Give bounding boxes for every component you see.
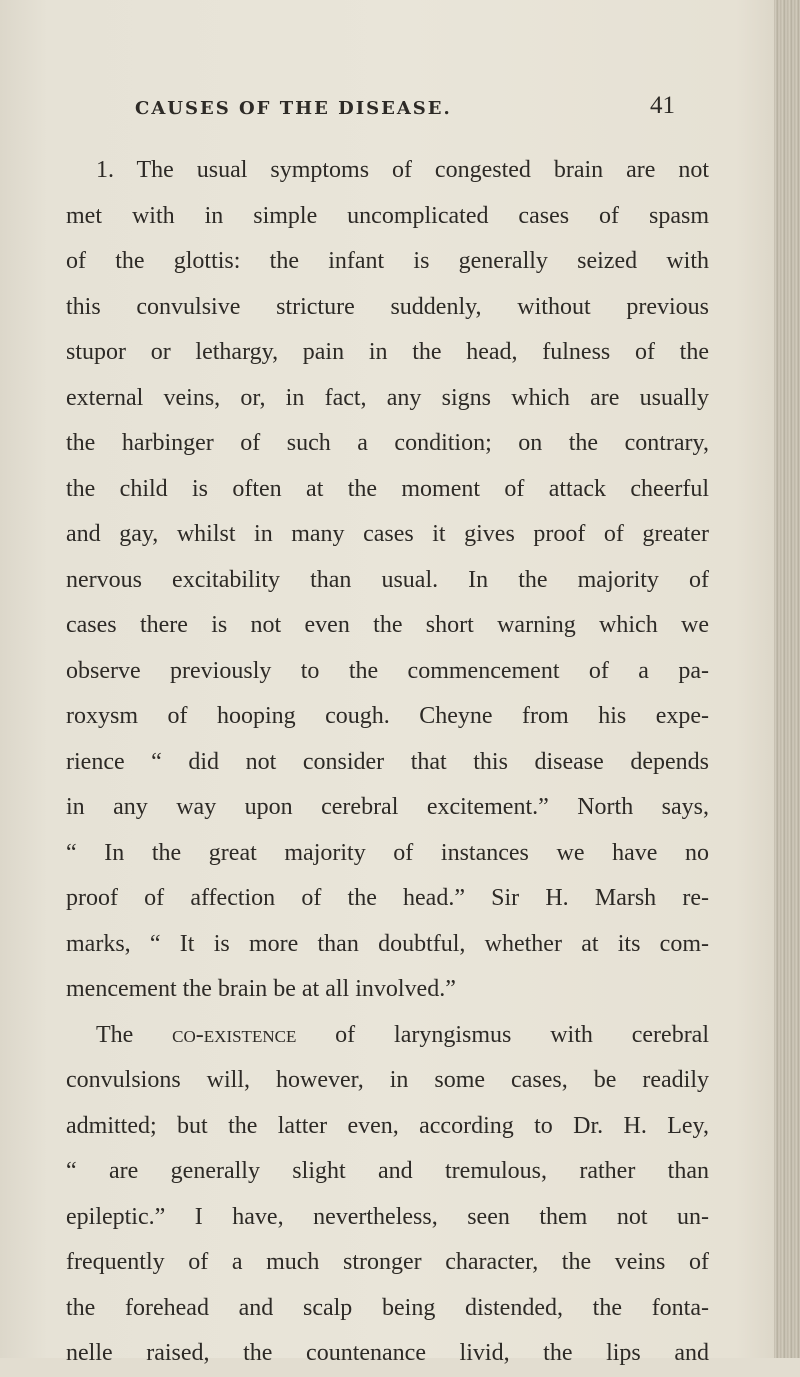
text-line: “ are generally slight and tremulous, rather than [66, 1158, 709, 1184]
text-line: rience “ did not consider that this disease depends [66, 748, 709, 775]
text-line: “ In the great majority of instances we have no [66, 839, 709, 866]
text-line: frequently of a much stronger character, the veins of [66, 1249, 709, 1275]
text-line: nelle raised, the countenance livid, the lips and [66, 1340, 709, 1366]
text-line: roxysm of hooping cough. Cheyne from his expe- [66, 703, 709, 729]
text-line: the child is often at the moment of attack cheerful [66, 475, 709, 502]
text-line: the forehead and scalp being distended, the fonta- [66, 1294, 709, 1321]
text-line-first [66, 1013, 709, 1059]
line-start: The [96, 1021, 173, 1048]
text-line: of the glottis: the infant is generally seized with [66, 248, 709, 274]
body-text [66, 148, 709, 1377]
text-line: in any way upon cerebral excitement.” North says, [66, 794, 709, 820]
text-line: observe previously to the commencement of a pa- [66, 657, 709, 684]
text-line: epileptic.” I have, nevertheless, seen them not un- [66, 1203, 709, 1230]
text-line: the harbinger of such a condition; on the contrary, [66, 430, 709, 456]
line-end: of laryngismus with cerebral [296, 1021, 710, 1048]
text-line: admitted; but the latter even, according to Dr. H. Ley, [66, 1112, 709, 1139]
paragraph-2 [66, 1013, 709, 1377]
text-line: convulsions will, however, in some cases, be readily [66, 1067, 709, 1093]
paragraph-1 [66, 148, 709, 1013]
text-line: met with in simple uncomplicated cases of spasm [66, 202, 709, 229]
text-line: 1. The usual symptoms of congested brain are not [96, 157, 709, 183]
text-line: this convulsive stricture suddenly, without previous [66, 293, 709, 320]
text-line: proof of affection of the head.” Sir H. Marsh re- [66, 885, 709, 911]
text-line: cases there is not even the short warning which we [66, 612, 709, 638]
page-number: 41 [650, 92, 675, 119]
text-line: nervous excitability than usual. In the majority of [66, 566, 709, 593]
small-caps-term: co-existence [172, 1021, 297, 1048]
page-edge-shadow [774, 0, 800, 1358]
text-line: mencement the brain be at all involved.” [66, 976, 456, 1002]
text-line: marks, “ It is more than doubtful, whether at its com- [66, 930, 709, 957]
text-line: external veins, or, in fact, any signs which are usually [66, 384, 709, 411]
text-line: and gay, whilst in many cases it gives proof of greater [66, 521, 709, 547]
running-head: CAUSES OF THE DISEASE. [135, 98, 452, 119]
text-line: stupor or lethargy, pain in the head, fulness of the [66, 339, 709, 365]
page-header [135, 92, 675, 138]
